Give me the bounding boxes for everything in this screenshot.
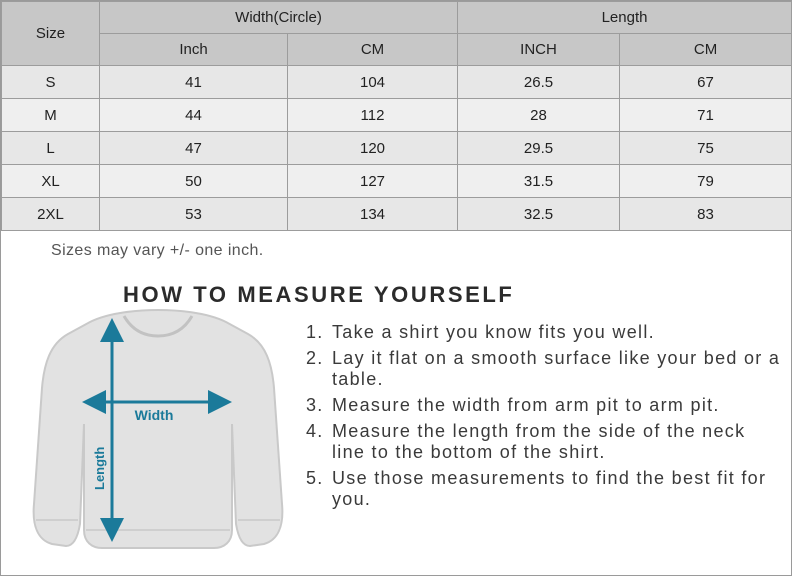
table-row bbox=[2, 66, 792, 99]
width-inch-cell: 44 bbox=[100, 99, 288, 132]
width-cm-header: CM bbox=[288, 34, 458, 66]
width-cm-cell: 104 bbox=[288, 66, 458, 99]
width-inch-cell: 41 bbox=[100, 66, 288, 99]
length-cm-cell: 71 bbox=[620, 99, 792, 132]
step-number: 4. bbox=[306, 421, 324, 441]
step-number: 3. bbox=[306, 395, 324, 415]
step-text: Lay it flat on a smooth surface like your bed or a table. bbox=[332, 348, 781, 389]
length-inch-cell: 29.5 bbox=[458, 132, 620, 165]
length-inch-cell: 31.5 bbox=[458, 165, 620, 198]
table-row bbox=[2, 198, 792, 231]
size-chart-table bbox=[1, 1, 792, 231]
list-item bbox=[306, 348, 782, 390]
width-cm-cell: 127 bbox=[288, 165, 458, 198]
size-cell: M bbox=[2, 99, 100, 132]
width-inch-cell: 53 bbox=[100, 198, 288, 231]
width-inch-header: Inch bbox=[100, 34, 288, 66]
width-inch-cell: 47 bbox=[100, 132, 288, 165]
length-inch-cell: 32.5 bbox=[458, 198, 620, 231]
guide-title: HOW TO MEASURE YOURSELF bbox=[123, 282, 515, 307]
width-cm-cell: 120 bbox=[288, 132, 458, 165]
width-cm-cell: 112 bbox=[288, 99, 458, 132]
length-header: Length bbox=[458, 2, 792, 34]
step-number: 1. bbox=[306, 322, 324, 342]
table-row bbox=[2, 99, 792, 132]
length-inch-cell: 28 bbox=[458, 99, 620, 132]
list-item bbox=[306, 468, 782, 510]
list-item bbox=[306, 322, 782, 343]
width-label: Width bbox=[134, 407, 174, 423]
list-item bbox=[306, 395, 782, 416]
step-number: 2. bbox=[306, 348, 324, 368]
size-header: Size bbox=[2, 2, 100, 66]
size-cell: XL bbox=[2, 165, 100, 198]
length-cm-cell: 79 bbox=[620, 165, 792, 198]
size-cell: 2XL bbox=[2, 198, 100, 231]
table-row bbox=[2, 132, 792, 165]
size-cell: S bbox=[2, 66, 100, 99]
table-row bbox=[2, 165, 792, 198]
sweatshirt-shape bbox=[34, 310, 283, 548]
length-cm-cell: 67 bbox=[620, 66, 792, 99]
measure-steps-list bbox=[306, 322, 782, 515]
size-cell: L bbox=[2, 132, 100, 165]
sweatshirt-illustration bbox=[20, 304, 296, 566]
list-item bbox=[306, 421, 782, 463]
step-text: Take a shirt you know fits you well. bbox=[332, 322, 655, 342]
width-cm-cell: 134 bbox=[288, 198, 458, 231]
step-number: 5. bbox=[306, 468, 324, 488]
width-header: Width(Circle) bbox=[100, 2, 458, 34]
step-text: Measure the length from the side of the neck line to the bottom of the shirt. bbox=[332, 421, 746, 462]
size-variance-note: Sizes may vary +/- one inch. bbox=[51, 242, 264, 259]
length-cm-header: CM bbox=[620, 34, 792, 66]
width-inch-cell: 50 bbox=[100, 165, 288, 198]
step-text: Use those measurements to find the best fit for you. bbox=[332, 468, 767, 509]
length-cm-cell: 83 bbox=[620, 198, 792, 231]
length-label: Length bbox=[92, 446, 107, 490]
length-inch-cell: 26.5 bbox=[458, 66, 620, 99]
step-text: Measure the width from arm pit to arm pit. bbox=[332, 395, 720, 415]
length-cm-cell: 75 bbox=[620, 132, 792, 165]
length-inch-header: INCH bbox=[458, 34, 620, 66]
